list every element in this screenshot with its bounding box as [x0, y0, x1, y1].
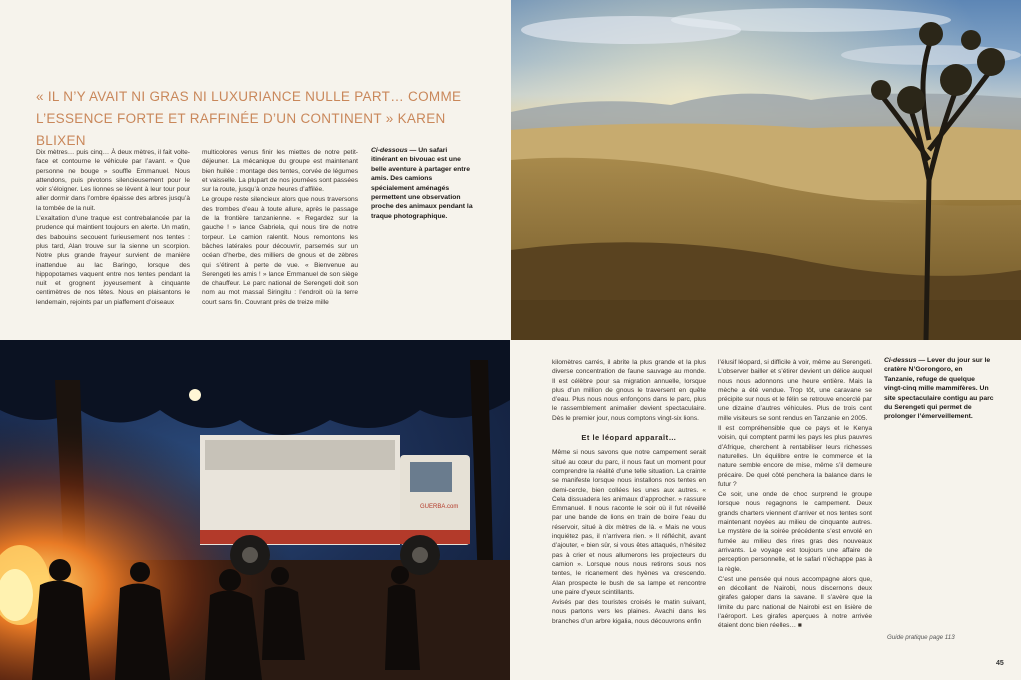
crater-sunrise-photo — [511, 0, 1021, 340]
text-column-3 — [552, 358, 706, 627]
caption-lead: Ci-dessus — [884, 357, 917, 364]
paragraph: multicolores venus finir les miettes de notre petit-déjeuner. La mécanique du groupe est maintenant bien huilée : montage des tentes, corvée de légumes et vaisselle. La plupart de nos journées sont passées sur la route, jusqu’à onze heures d’affilée. — [202, 149, 358, 194]
pull-quote — [36, 86, 476, 152]
quote-author: KAREN BLIXEN — [36, 111, 446, 148]
paragraph: Avisés par des touristes croisés le matin suivant, nous partons vers les plaines. Avachi dans les branches d’un arbre kigalia, nous découvrons enfin — [552, 599, 706, 625]
quote-text: « IL N’Y AVAIT NI GRAS NI LUXURIANCE NULLE PART… COMME L’ESSENCE FORTE ET RAFFINÉE D’UN CONTINENT » — [36, 89, 462, 126]
truck-logo: GUERBA.com — [420, 504, 459, 510]
guide-reference: Guide pratique page 113 — [887, 634, 955, 641]
paragraph: Même si nous savons que notre campement serait situé au cœur du parc, il nous faut un moment pour comprendre la réalité d’une telle situation. La crainte se manifeste lorsque nous installons nos tentes en demi-cercle, bien collées les unes aux autres. « Cela dissuadera les animaux d’approcher. » rassure Emmanuel. Il nous raconte le soir où il fut réveillé par une bande de lions en train de boire l’eau du réservoir, situé à dix mètres de là. « Mais ne vous inquiétez pas, il n’arrivera rien. » Il réfléchit, avant d’ajouter, « bien sûr, si vous êtes attaqués, n’hésitez pas à crier et nous allumerons les projecteurs du camion ». Lorsque nous nous retirons sous nos tentes, le ricanement des hyènes va crescendo. Alan prospecte le bush de sa lampe et rencontre une paire d’yeux scintillants. — [552, 449, 706, 596]
text-column-2 — [202, 148, 358, 308]
paragraph: C’est une pensée qui nous accompagne alors que, en décollant de Nairobi, nous discernons deux girafes galoper dans la savane. Il s’avère que la limite du parc national de Nairobi est en lisière de l’aéroport. Les girafes aperçues à notre arrivée étaient donc bien réelles… ■ — [718, 575, 872, 630]
paragraph: Le groupe reste silencieux alors que nous traversons des trombes d’eau à toute allure, après le passage de la frontière tanzanienne. « Regardez sur la gauche ! » lance Gabriela, qui nous tire de notre torpeur. Le camion ralentit. Nous remontons les bâches latérales pour découvrir, parsemés sur un océan d’herbe, des milliers de gnous et de zèbres qui s’étirent à perte de vue. « Bienvenue au Serengeti les amis ! » lance Emmanuel de son siège de chauffeur. Le parc national de Serengeti doit son nom au mot massaï Siringitu : l’endroit où la terre court sans fin. Couvrant près de treize mille — [202, 196, 358, 306]
campfire-scene-image — [0, 340, 510, 680]
paragraph: kilomètres carrés, il abrite la plus grande et la plus diverse concentration de faune sauvage au monde. Il est célèbre pour sa migration annuelle, lorsque plus d’un million de gnous le traversent en quête d’eau. Plus nous nous enfonçons dans le parc, plus le rassemblement animalier devient spectaculaire. Dès le premier jour, nous comptons vingt-six lions. — [552, 359, 706, 422]
section-subhead: Et le léopard apparaît… — [581, 433, 677, 443]
paragraph: Ce soir, une onde de choc surprend le groupe lorsque nous regagnons le campement. Deux grands charters viennent d’arriver et nos tentes sont maintenant noyées au milieu de cinquante autres. Le mystère de la soirée précédente s’est envolé en fumée au milieu des rires gras des nouveaux arrivants. Le voyage est toujours une affaire de perception personnelle, et le safari n’échappe pas à la règle. — [718, 491, 872, 573]
text-column-1 — [36, 148, 190, 308]
text-column-4 — [718, 358, 872, 632]
paragraph: l’élusif léopard, si difficile à voir, même au Serengeti. L’observer bailler et s’étirer devient un délice auquel nous nous adonnons une heure entière. Mais la mèche a été vendue. Trop tôt, une caravane se précipite sur nous et le félin se retrouve encerclé par une dizaine d’autres véhicules. Plus de trois cent mille visiteurs se sont rendus en Tanzanie en 2005. — [718, 359, 872, 422]
photo-caption-below — [371, 146, 475, 221]
paragraph: L’exaltation d’une traque est contrebalancée par la prudence qui maintient toujours en alerte. Un matin, des babouins secouent furieusement nos tentes : plus tard, Alan trouve sur la sienne un scorpion. Notre plus grande frayeur survient de manière inattendue au lac Baringo, lorsque des hippopotames vaquent entre nos tentes pendant la nuit et grognent joyeusement à cinquante centimètres de nos têtes. Nous en plaisantons le lendemain, rejoints par un piaffement d’oiseaux — [36, 215, 190, 306]
end-mark-icon: ■ — [797, 622, 802, 630]
caption-text: — Un safari itinérant en bivouac est une belle aventure à partager entre amis. Des camions spécialement aménagés permettent une observation proche des animaux pendant la traque photographique. — [371, 147, 473, 220]
paragraph: Dix mètres… puis cinq… À deux mètres, il fait volte-face et contourne le véhicule par l’avant. « Que personne ne bouge » souffle Emmanuel. Nous attendons, puis pivotons silencieusement pour le voir s’éloigner. Les lionnes se lèvent à leur tour pour aller dormir dans l’ombre épaisse des arbres jusqu’à la tombée de la nuit. — [36, 149, 190, 212]
campfire-truck-photo — [0, 340, 510, 680]
crater-landscape-image — [511, 0, 1021, 340]
photo-caption-above — [884, 356, 994, 422]
caption-lead: Ci-dessous — [371, 147, 408, 154]
paragraph: Il est compréhensible que ce pays et le Kenya voisin, qui comptent parmi les pays les plus pauvres d’Afrique, cherchent à rentabiliser leurs richesses naturelles. Un équilibre entre le commerce et la nature semble encore de mise, même s’il demeure précaire. De quel côté penchera la balance dans le futur ? — [718, 425, 872, 488]
caption-text: — Lever du jour sur le cratère N’Gorongoro, en Tanzanie, refuge de quelque vingt-cinq mille mammifères. Un site spectaculaire contigu au parc du Serengeti qui permet de prolonger l’émerveillement. — [884, 357, 994, 421]
page-number: 45 — [996, 660, 1004, 667]
